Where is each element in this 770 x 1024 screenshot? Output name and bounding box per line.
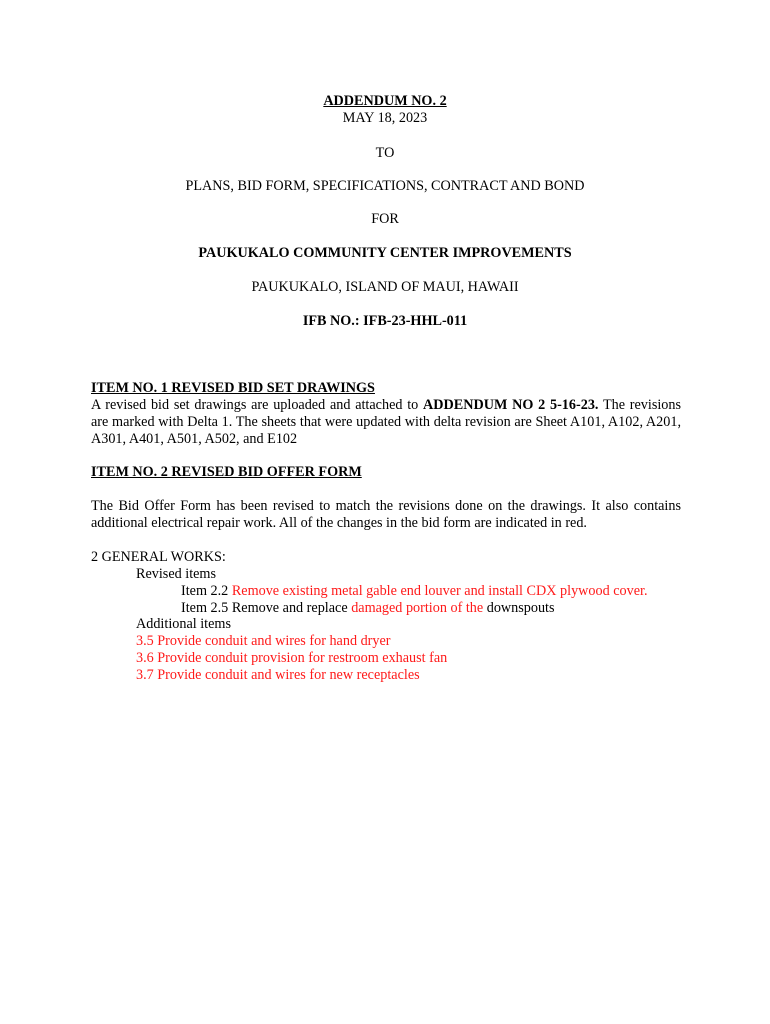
item1-paragraph: [91, 397, 681, 448]
item-2-2-prefix: Item 2.2: [181, 583, 232, 599]
item-2-2: [181, 583, 648, 600]
general-works-title: 2 GENERAL WORKS:: [91, 549, 226, 565]
item1-text-after: The revisions are marked with Delta 1. The sheets that were updated with delta revision are Sheet A101, A102, A201, A301, A401, A501, A502, and E102: [91, 397, 682, 447]
item1-text-bold: ADDENDUM NO 2 5-16-23.: [423, 397, 599, 413]
item-2-5-change: damaged portion of the: [351, 600, 484, 616]
to-label: TO: [375, 145, 395, 161]
addendum-date: MAY 18, 2023: [342, 110, 428, 126]
subject-line: PLANS, BID FORM, SPECIFICATIONS, CONTRACT AND BOND: [185, 178, 585, 194]
addendum-title: ADDENDUM NO. 2: [323, 93, 447, 109]
item2-heading: ITEM NO. 2 REVISED BID OFFER FORM: [91, 464, 362, 480]
item-2-5-prefix: Item 2.5 Remove and replace: [181, 600, 352, 616]
additional-items-label: Additional items: [136, 616, 231, 632]
additional-item-3-5: 3.5 Provide conduit and wires for hand dryer: [136, 633, 391, 649]
additional-item-3-7: 3.7 Provide conduit and wires for new receptacles: [136, 667, 420, 683]
additional-item-3-6: 3.6 Provide conduit provision for restroom exhaust fan: [136, 650, 448, 666]
project-name: PAUKUKALO COMMUNITY CENTER IMPROVEMENTS: [198, 245, 572, 261]
item1-heading: ITEM NO. 1 REVISED BID SET DRAWINGS: [91, 380, 375, 396]
item-2-2-change: Remove existing metal gable end louver and install CDX plywood cover.: [231, 583, 648, 599]
item-2-5-suffix: downspouts: [483, 600, 555, 616]
item-2-5: [181, 600, 555, 617]
for-label: FOR: [371, 211, 399, 227]
ifb-number: IFB NO.: IFB-23-HHL-011: [302, 313, 468, 329]
revised-items-label: Revised items: [136, 566, 216, 582]
item2-paragraph: The Bid Offer Form has been revised to match the revisions done on the drawings. It also contains additional electrical repair work. All of the changes in the bid form are indicated in red.: [91, 498, 681, 531]
project-location: PAUKUKALO, ISLAND OF MAUI, HAWAII: [251, 279, 519, 295]
item1-text-before: A revised bid set drawings are uploaded and attached to: [91, 397, 424, 413]
